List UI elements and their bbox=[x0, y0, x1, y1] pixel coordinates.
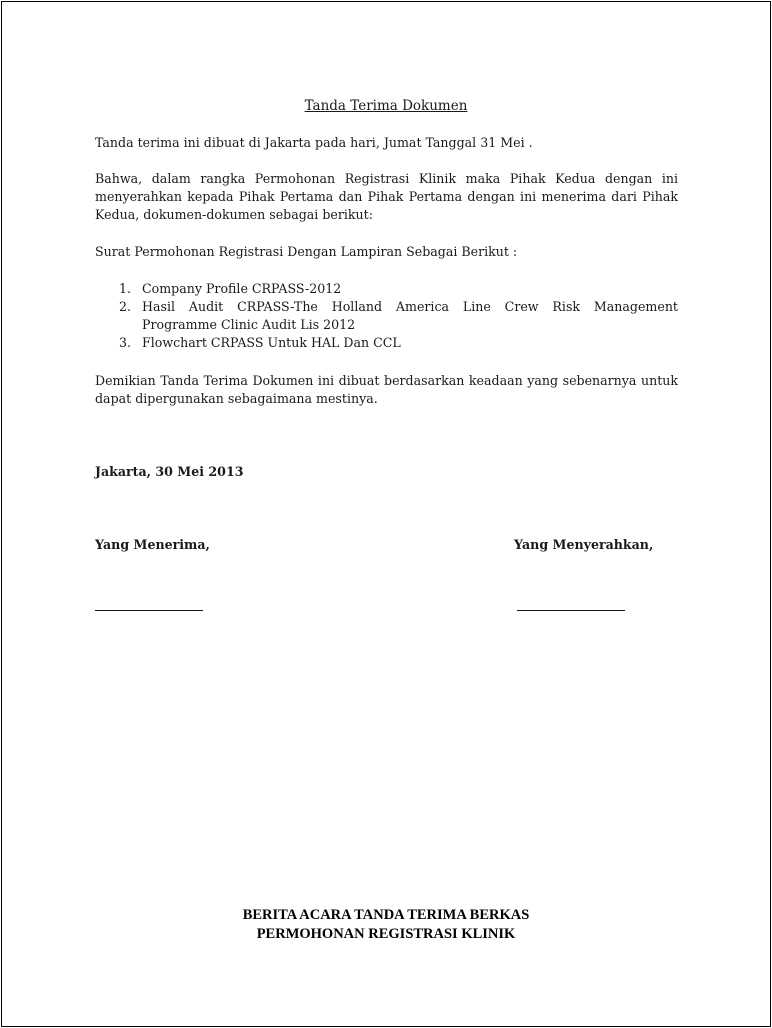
list-item-text: Flowchart CRPASS Untuk HAL Dan CCL bbox=[142, 335, 401, 350]
footer-line-2: PERMOHONAN REGISTRASI KLINIK bbox=[256, 926, 516, 942]
receiver-signature-line bbox=[95, 610, 203, 611]
list-item-number: 3. bbox=[119, 335, 132, 350]
list-item-text: Hasil Audit CRPASS-The Holland America Line Crew Risk Management Programme Clinic Audit Lis 2012 bbox=[142, 299, 678, 332]
list-heading: Surat Permohonan Registrasi Dengan Lampiran Sebagai Berikut : bbox=[95, 244, 518, 259]
receiver-label: Yang Menerima, bbox=[95, 537, 210, 552]
document-title: Tanda Terima Dokumen bbox=[304, 98, 468, 114]
place-date: Jakarta, 30 Mei 2013 bbox=[95, 464, 244, 479]
intro-text: Tanda terima ini dibuat di Jakarta pada hari, Jumat Tanggal 31 Mei . bbox=[95, 135, 533, 150]
list-item bbox=[95, 298, 678, 334]
main-paragraph: Bahwa, dalam rangka Permohonan Registrasi Klinik maka Pihak Kedua dengan ini menyerahkan kepada Pihak Pertama dan Pihak Pertama dengan ini menerima dari Pihak Kedua, dokumen-dokumen sebagai berikut: bbox=[95, 171, 678, 222]
document-page bbox=[1, 1, 771, 1027]
giver-signature-line bbox=[517, 610, 625, 611]
giver-label: Yang Menyerahkan, bbox=[514, 537, 654, 552]
list-item-text: Company Profile CRPASS-2012 bbox=[142, 281, 342, 296]
footer-line-1: BERITA ACARA TANDA TERIMA BERKAS bbox=[242, 907, 530, 923]
document-list bbox=[95, 280, 678, 352]
footer-heading bbox=[2, 906, 770, 944]
list-item bbox=[95, 334, 678, 352]
list-item-number: 2. bbox=[119, 299, 132, 314]
list-item bbox=[95, 280, 678, 298]
list-item-number: 1. bbox=[119, 281, 132, 296]
closing-paragraph: Demikian Tanda Terima Dokumen ini dibuat berdasarkan keadaan yang sebenarnya untuk dapat dipergunakan sebagaimana mestinya. bbox=[95, 373, 678, 406]
